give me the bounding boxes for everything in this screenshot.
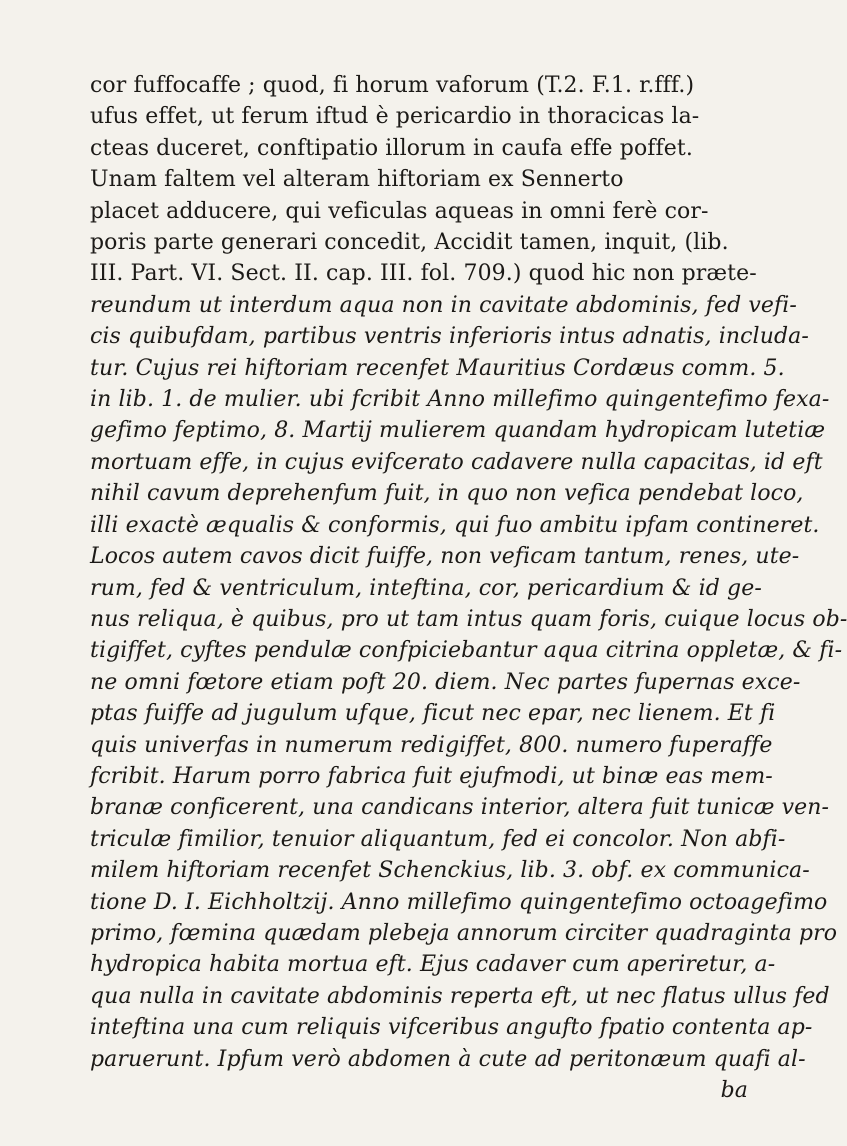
text-line-22: quis univerfas in numerum redigiffet, 800. numero fuperaffe	[90, 732, 773, 758]
text-line-29: hydropica habita mortua eft. Ejus cadaver cum aperiretur, a-	[90, 952, 776, 978]
text-line-24: branæ conficerent, una candicans interior, altera fuit tunicæ ven-	[90, 795, 830, 821]
text-line-2: ufus effet, ut ferum iftud è pericardio in thoracicas la-	[90, 104, 700, 130]
text-line-32: paruerunt. Ipfum verò abdomen à cute ad peritonæum quafi al-	[90, 1046, 806, 1072]
text-line-23: fcribit. Harum porro fabrica fuit ejufmodi, ut binæ eas mem-	[90, 763, 773, 789]
text-line-9: cis quibufdam, partibus ventris inferioris intus adnatis, includa-	[90, 324, 809, 350]
text-line-17: rum, fed & ventriculum, inteftina, cor, pericardium & id ge-	[90, 575, 762, 601]
text-line-30: qua nulla in cavitate abdominis reperta eft, ut nec flatus ullus fed	[90, 983, 830, 1009]
text-line-7: III. Part. VI. Sect. II. cap. III. fol. 709.) quod hic non præte-	[90, 261, 757, 287]
text-line-18: nus reliqua, è quibus, pro ut tam intus quam foris, cuique locus ob-	[90, 606, 847, 632]
text-line-12: gefimo feptimo, 8. Martij mulierem quandam hydropicam lutetiæ	[90, 418, 826, 444]
text-line-8: reundum ut interdum aqua non in cavitate abdominis, fed vefi-	[90, 292, 797, 318]
text-line-11: in lib. 1. de mulier. ubi fcribit Anno millefimo quingentefimo fexa-	[90, 387, 830, 413]
text-line-14: nihil cavum deprehenfum fuit, in quo non vefica pendebat loco,	[90, 481, 804, 507]
text-line-6: poris parte generari concedit, Accidit tamen, inquit, (lib.	[90, 230, 729, 256]
text-line-25: triculæ fimilior, tenuior aliquantum, fed ei concolor. Non abfi-	[90, 826, 786, 852]
text-line-13: mortuam effe, in cujus evifcerato cadavere nulla capacitas, id eft	[90, 449, 823, 475]
text-line-19: tigiffet, cyftes pendulæ confpiciebantur aqua citrina oppletæ, & fi-	[90, 638, 843, 664]
text-line-10: tur. Cujus rei hiftoriam recenfet Mauritius Cordæus comm. 5.	[90, 355, 785, 381]
text-line-31: inteftina una cum reliquis vifceribus angufto fpatio contenta ap-	[90, 1015, 813, 1041]
text-line-15: illi exactè æqualis & conformis, qui fuo ambitu ipfam contineret.	[90, 512, 820, 538]
text-line-26: milem hiftoriam recenfet Schenckius, lib. 3. obf. ex communica-	[90, 858, 810, 884]
text-line-16: Locos autem cavos dicit fuiffe, non veficam tantum, renes, ute-	[90, 544, 800, 570]
text-line-4: Unam faltem vel alteram hiftoriam ex Sennerto	[90, 167, 624, 193]
text-line-27: tione D. I. Eichholtzij. Anno millefimo quingentefimo octoagefimo	[90, 889, 828, 915]
text-line-28: primo, fœmina quædam plebeja annorum circiter quadraginta pro	[90, 920, 838, 946]
text-line-1: cor fuffocaffe ; quod, fi horum vaforum (T.2. F.1. r.fff.)	[90, 73, 695, 98]
text-line-3: cteas duceret, conftipatio illorum in caufa effe poffet.	[90, 135, 693, 161]
catchword: ba	[720, 1078, 748, 1103]
text-line-5: placet adducere, qui veficulas aqueas in omni ferè cor-	[90, 198, 709, 224]
text-line-21: ptas fuiffe ad jugulum ufque, ficut nec epar, nec lienem. Et fi	[90, 701, 776, 727]
text-line-20: ne omni fœtore etiam poft 20. diem. Nec partes fupernas exce-	[90, 669, 801, 695]
